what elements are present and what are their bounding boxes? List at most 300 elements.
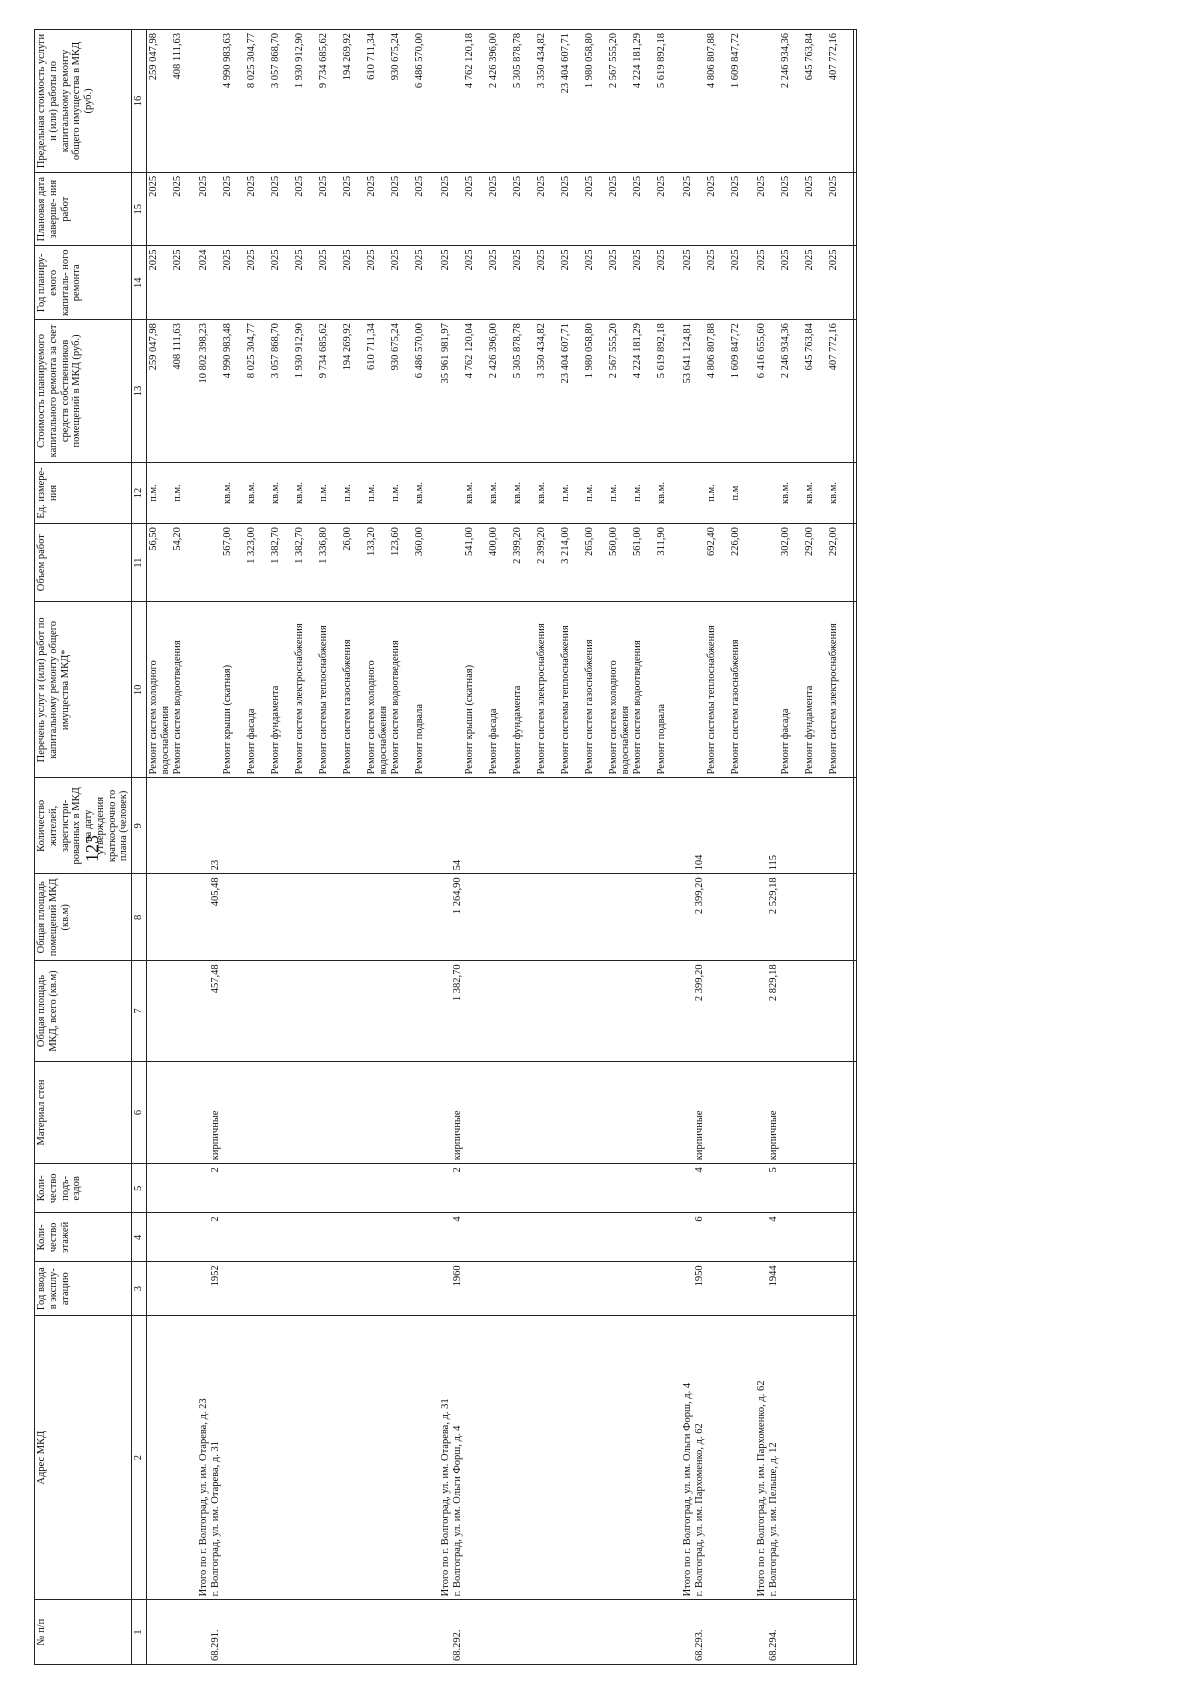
empty-cell bbox=[853, 961, 856, 1061]
address: г. Волгоград, ул. им. Отарева, д. 31 bbox=[209, 1441, 221, 1597]
work-name: Ремонт систем электроснабжения bbox=[827, 623, 839, 775]
work-name: Ремонт системы теплоснабжения bbox=[317, 625, 329, 775]
spacer bbox=[198, 33, 222, 169]
work-cost: 1 980 058,80 bbox=[583, 323, 595, 379]
cell-work-limit bbox=[755, 30, 854, 173]
cell-entrances bbox=[146, 1164, 197, 1213]
row-number: 68.294. bbox=[767, 1629, 779, 1661]
work-cost: 1 609 847,72 bbox=[729, 323, 741, 379]
spacer bbox=[682, 527, 706, 598]
cell-work-volume bbox=[755, 524, 854, 602]
work-limit: 4 224 181,29 bbox=[631, 33, 643, 89]
work-unit: п.м. bbox=[171, 484, 183, 502]
cell-entrances bbox=[197, 1164, 439, 1213]
work-name: Ремонт крыши (скатная) bbox=[221, 664, 233, 775]
work-volume: 311,90 bbox=[655, 527, 667, 556]
spacer bbox=[682, 964, 694, 1057]
cell-number bbox=[681, 1600, 755, 1665]
column-number-6: 6 bbox=[132, 1061, 147, 1164]
cell-area-total bbox=[755, 961, 854, 1061]
spacer bbox=[440, 1216, 452, 1258]
work-unit: п.м. bbox=[705, 484, 717, 502]
cell-area-rooms bbox=[681, 874, 755, 961]
total-cost: 53 641 124,81 bbox=[681, 323, 693, 384]
work-cost: 5 305 878,78 bbox=[511, 323, 523, 379]
cell-floors bbox=[197, 1213, 439, 1262]
table-row bbox=[146, 30, 197, 1665]
work-unit: кв.м. bbox=[221, 482, 233, 504]
spacer bbox=[440, 1167, 452, 1209]
work-year: 2025 bbox=[655, 249, 667, 271]
residents: 23 bbox=[209, 859, 221, 871]
cell-work-volume bbox=[681, 524, 755, 602]
spacer bbox=[440, 527, 464, 598]
row-number: 68.292. bbox=[451, 1629, 463, 1661]
work-unit: кв.м. bbox=[269, 482, 281, 504]
work-cost: 4 990 983,48 bbox=[221, 323, 233, 379]
work-end: 2025 bbox=[803, 175, 815, 197]
cell-work-year bbox=[755, 246, 854, 320]
work-end: 2025 bbox=[607, 175, 619, 197]
cell-work-end bbox=[146, 172, 197, 246]
work-cost: 23 404 607,71 bbox=[559, 323, 571, 384]
cell-number bbox=[755, 1600, 854, 1665]
total-cost: 10 802 398,23 bbox=[197, 323, 209, 384]
work-name: Ремонт фундамента bbox=[511, 685, 523, 775]
column-header-6: Материал стен bbox=[35, 1061, 132, 1164]
work-end: 2025 bbox=[583, 175, 595, 197]
spacer bbox=[440, 33, 464, 169]
work-cost: 1 930 912,90 bbox=[293, 323, 305, 379]
area-rooms: 2 529,18 bbox=[767, 877, 779, 915]
spacer bbox=[756, 1167, 768, 1209]
spacer bbox=[148, 1603, 160, 1661]
work-end: 2025 bbox=[559, 175, 571, 197]
work-cost: 2 246 934,36 bbox=[779, 323, 791, 379]
table-header-row bbox=[35, 30, 132, 1665]
work-cost: 610 711,34 bbox=[365, 323, 377, 370]
work-volume: 560,00 bbox=[607, 527, 619, 557]
work-unit: кв.м. bbox=[511, 482, 523, 504]
work-cost: 4 806 807,88 bbox=[705, 323, 717, 379]
area-total: 2 829,18 bbox=[767, 964, 779, 1002]
work-limit: 4 806 807,88 bbox=[705, 33, 717, 89]
work-year: 2025 bbox=[827, 249, 839, 271]
empty-cell bbox=[853, 602, 856, 778]
column-header-4: Коли- чество этажей bbox=[35, 1213, 132, 1262]
cell-address bbox=[681, 1315, 755, 1599]
column-header-2: Адрес МКД bbox=[35, 1315, 132, 1599]
column-header-8: Общая площадь помещений МКД (кв.м) bbox=[35, 874, 132, 961]
work-limit: 1 930 912,90 bbox=[293, 33, 305, 89]
work-unit: п.м bbox=[729, 485, 741, 501]
spacer bbox=[756, 781, 768, 870]
spacer bbox=[440, 781, 452, 870]
cell-residents bbox=[681, 778, 755, 874]
cell-work-year bbox=[439, 246, 681, 320]
cell-work-name bbox=[681, 602, 755, 778]
spacer bbox=[756, 33, 780, 169]
work-name: Ремонт системы теплоснабжения bbox=[559, 625, 571, 775]
floors: 2 bbox=[209, 1216, 221, 1222]
empty-cell bbox=[853, 320, 856, 463]
work-year: 2025 bbox=[487, 249, 499, 271]
work-limit: 2 567 555,20 bbox=[607, 33, 619, 89]
work-cost: 2 426 396,00 bbox=[487, 323, 499, 379]
column-number-16: 16 bbox=[132, 30, 147, 173]
work-name: Ремонт систем газоснабжения bbox=[341, 639, 353, 775]
cell-work-cost bbox=[755, 320, 854, 463]
work-unit: п.м. bbox=[389, 484, 401, 502]
work-unit: кв.м. bbox=[293, 482, 305, 504]
wall-material: кирпичные bbox=[451, 1110, 463, 1161]
empty-cell bbox=[853, 30, 856, 173]
table-row bbox=[681, 30, 755, 1665]
work-limit: 610 711,34 bbox=[365, 33, 377, 80]
work-name: Ремонт крыши (скатная) bbox=[463, 664, 475, 775]
work-limit: 5 305 878,78 bbox=[511, 33, 523, 89]
work-year: 2025 bbox=[583, 249, 595, 271]
cell-wall-material bbox=[146, 1061, 197, 1164]
total-label: Итого по г. Волгоград, ул. им. Пархоменко, д. 62 bbox=[755, 1380, 767, 1597]
work-cost: 4 762 120,04 bbox=[463, 323, 475, 379]
work-year: 2025 bbox=[607, 249, 619, 271]
cell-entrances bbox=[755, 1164, 854, 1213]
work-unit: кв.м. bbox=[827, 482, 839, 504]
cell-work-unit bbox=[439, 462, 681, 523]
column-number-4: 4 bbox=[132, 1213, 147, 1262]
cell-work-limit bbox=[197, 30, 439, 173]
column-header-15: Плановая дата заверше- ния работ bbox=[35, 172, 132, 246]
work-end: 2025 bbox=[269, 175, 281, 197]
spacer bbox=[682, 466, 706, 520]
work-volume: 2 399,20 bbox=[511, 527, 523, 564]
cell-work-year bbox=[681, 246, 755, 320]
column-header-11: Объем работ bbox=[35, 524, 132, 602]
work-name: Ремонт системы теплоснабжения bbox=[705, 625, 717, 775]
wall-material: кирпичные bbox=[209, 1110, 221, 1161]
spacer bbox=[198, 1603, 210, 1661]
work-name: Ремонт систем электроснабжения bbox=[535, 623, 547, 775]
work-year: 2025 bbox=[631, 249, 643, 271]
work-volume: 1 382,70 bbox=[269, 527, 281, 564]
work-limit: 194 269,92 bbox=[341, 33, 353, 81]
work-limit: 3 057 868,70 bbox=[269, 33, 281, 89]
column-header-1: № п/п bbox=[35, 1600, 132, 1665]
table-row bbox=[439, 30, 681, 1665]
work-volume: 123,60 bbox=[389, 527, 401, 557]
entrances: 4 bbox=[693, 1167, 705, 1173]
spacer bbox=[198, 605, 222, 774]
cell-work-limit bbox=[681, 30, 755, 173]
work-end: 2025 bbox=[341, 175, 353, 197]
work-unit: кв.м. bbox=[779, 482, 791, 504]
work-cost: 408 111,63 bbox=[171, 323, 183, 370]
cell-wall-material bbox=[197, 1061, 439, 1164]
spacer bbox=[682, 1167, 694, 1209]
work-name: Ремонт систем электроснабжения bbox=[293, 623, 305, 775]
work-volume: 360,00 bbox=[413, 527, 425, 557]
capital-repair-table bbox=[34, 29, 857, 1665]
work-unit: п.м. bbox=[583, 484, 595, 502]
cell-floors bbox=[439, 1213, 681, 1262]
work-name: Ремонт систем газоснабжения bbox=[583, 639, 595, 775]
empty-cell bbox=[853, 1600, 856, 1665]
column-number-1: 1 bbox=[132, 1600, 147, 1665]
total-cost: 35 961 981,97 bbox=[439, 323, 451, 384]
spacer bbox=[440, 964, 452, 1057]
cell-floors bbox=[146, 1213, 197, 1262]
spacer bbox=[198, 1167, 210, 1209]
column-header-16: Предельная стоимость услуги и (или) работы по капитальному ремонту общего имущества в МКД (руб.) bbox=[35, 30, 132, 173]
work-end: 2025 bbox=[705, 175, 717, 197]
table-column-number-row bbox=[132, 30, 147, 1665]
work-cost: 2 567 555,20 bbox=[607, 323, 619, 379]
column-number-5: 5 bbox=[132, 1164, 147, 1213]
work-volume: 292,00 bbox=[827, 527, 839, 557]
cell-year bbox=[755, 1262, 854, 1316]
residents: 115 bbox=[767, 854, 779, 871]
cell-year bbox=[439, 1262, 681, 1316]
work-volume: 692,40 bbox=[705, 527, 717, 557]
work-end: 2025 bbox=[317, 175, 329, 197]
total-end: 2025 bbox=[681, 175, 693, 197]
spacer bbox=[682, 1603, 694, 1661]
floors: 6 bbox=[693, 1216, 705, 1222]
work-limit: 4 762 120,18 bbox=[463, 33, 475, 89]
work-year: 2025 bbox=[729, 249, 741, 271]
work-end: 2025 bbox=[171, 175, 183, 197]
spacer bbox=[756, 605, 780, 774]
column-number-12: 12 bbox=[132, 462, 147, 523]
work-year: 2025 bbox=[511, 249, 523, 271]
entrances: 2 bbox=[209, 1167, 221, 1173]
work-volume: 3 214,00 bbox=[559, 527, 571, 564]
work-unit: п.м. bbox=[607, 484, 619, 502]
work-year: 2025 bbox=[559, 249, 571, 271]
work-volume: 54,20 bbox=[171, 527, 183, 551]
spacer bbox=[198, 877, 210, 957]
cell-floors bbox=[755, 1213, 854, 1262]
work-unit: п.м. bbox=[365, 484, 377, 502]
total-label: Итого по г. Волгоград, ул. им. Ольги Форш, д. 4 bbox=[681, 1382, 693, 1597]
work-volume: 561,00 bbox=[631, 527, 643, 557]
cell-work-unit bbox=[197, 462, 439, 523]
column-header-13: Стоимость планируемого капитального ремонта за счет средств собственников помещений в МКД (руб.) bbox=[35, 320, 132, 463]
wall-material: кирпичные bbox=[693, 1110, 705, 1161]
cell-work-limit bbox=[146, 30, 197, 173]
work-volume: 400,00 bbox=[487, 527, 499, 557]
work-cost: 407 772,16 bbox=[827, 323, 839, 371]
work-volume: 302,00 bbox=[779, 527, 791, 557]
cell-year bbox=[197, 1262, 439, 1316]
table-row bbox=[755, 30, 854, 1665]
work-year: 2025 bbox=[535, 249, 547, 271]
work-limit: 3 350 434,82 bbox=[535, 33, 547, 89]
area-total: 457,48 bbox=[209, 964, 221, 994]
work-limit: 6 486 570,00 bbox=[413, 33, 425, 89]
work-year: 2025 bbox=[803, 249, 815, 271]
total-label: Итого по г. Волгоград, ул. им. Отарева, д. 31 bbox=[439, 1398, 451, 1597]
spacer bbox=[682, 605, 706, 774]
cell-work-cost bbox=[439, 320, 681, 463]
empty-cell bbox=[853, 1061, 856, 1164]
work-cost: 5 619 892,18 bbox=[655, 323, 667, 379]
work-unit: кв.м. bbox=[487, 482, 499, 504]
work-year: 2025 bbox=[245, 249, 257, 271]
empty-cell bbox=[853, 524, 856, 602]
cell-work-cost bbox=[197, 320, 439, 463]
work-limit: 1 980 058,80 bbox=[583, 33, 595, 89]
year: 1944 bbox=[767, 1265, 779, 1287]
spacer bbox=[440, 1065, 452, 1161]
cell-work-year bbox=[146, 246, 197, 320]
spacer bbox=[756, 1065, 768, 1161]
cell-work-volume bbox=[146, 524, 197, 602]
work-unit: кв.м. bbox=[245, 482, 257, 504]
total-label: Итого по г. Волгоград, ул. им. Отарева, д. 23 bbox=[197, 1398, 209, 1597]
work-end: 2025 bbox=[463, 175, 475, 197]
work-limit: 8 025 304,77 bbox=[245, 33, 257, 89]
work-volume: 26,00 bbox=[341, 527, 353, 551]
cell-area-total bbox=[197, 961, 439, 1061]
cell-area-rooms bbox=[197, 874, 439, 961]
column-number-7: 7 bbox=[132, 961, 147, 1061]
work-end: 2025 bbox=[827, 175, 839, 197]
area-total: 2 399,20 bbox=[693, 964, 705, 1002]
work-unit: кв.м. bbox=[535, 482, 547, 504]
work-end: 2025 bbox=[293, 175, 305, 197]
address: г. Волгоград, ул. им. Пархоменко, д. 62 bbox=[693, 1423, 705, 1597]
cell-work-end bbox=[681, 172, 755, 246]
cell-work-volume bbox=[439, 524, 681, 602]
work-year: 2025 bbox=[413, 249, 425, 271]
spacer bbox=[440, 877, 452, 957]
work-name: Ремонт систем холодного водоснабжения bbox=[147, 660, 171, 775]
residents: 104 bbox=[693, 854, 705, 871]
spacer bbox=[682, 1065, 694, 1161]
empty-cell bbox=[853, 874, 856, 961]
work-year: 2025 bbox=[147, 249, 159, 271]
work-unit: кв.м. bbox=[655, 482, 667, 504]
work-year: 2025 bbox=[779, 249, 791, 271]
work-year: 2025 bbox=[269, 249, 281, 271]
column-header-14: Год планиру- емого капиталь- ного ремонта bbox=[35, 246, 132, 320]
work-limit: 9 734 685,62 bbox=[317, 33, 329, 89]
empty-cell bbox=[853, 246, 856, 320]
column-header-3: Год ввода в эксплу- атацию bbox=[35, 1262, 132, 1316]
work-cost: 6 486 570,00 bbox=[413, 323, 425, 379]
work-limit: 930 675,24 bbox=[389, 33, 401, 81]
work-unit: п.м. bbox=[341, 484, 353, 502]
address: г. Волгоград, ул. им. Пельше, д. 12 bbox=[767, 1442, 779, 1597]
work-year: 2025 bbox=[705, 249, 717, 271]
work-volume: 292,00 bbox=[803, 527, 815, 557]
cell-wall-material bbox=[439, 1061, 681, 1164]
work-limit: 407 772,16 bbox=[827, 33, 839, 81]
total-year: 2025 bbox=[681, 249, 693, 271]
work-year: 2025 bbox=[463, 249, 475, 271]
work-limit: 2 246 934,36 bbox=[779, 33, 791, 89]
work-end: 2025 bbox=[779, 175, 791, 197]
work-end: 2025 bbox=[655, 175, 667, 197]
cell-work-name bbox=[755, 602, 854, 778]
work-cost: 259 047,98 bbox=[147, 323, 159, 371]
empty-cell bbox=[853, 778, 856, 874]
cell-address bbox=[197, 1315, 439, 1599]
column-number-8: 8 bbox=[132, 874, 147, 961]
work-volume: 226,00 bbox=[729, 527, 741, 557]
work-name: Ремонт систем водоотведения bbox=[171, 640, 183, 775]
spacer bbox=[198, 1216, 210, 1258]
cell-floors bbox=[681, 1213, 755, 1262]
work-limit: 2 426 396,00 bbox=[487, 33, 499, 89]
work-unit: п.м. bbox=[147, 484, 159, 502]
spacer bbox=[440, 1603, 452, 1661]
floors: 4 bbox=[767, 1216, 779, 1222]
empty-cell bbox=[853, 172, 856, 246]
work-limit: 1 609 847,72 bbox=[729, 33, 741, 89]
work-year: 2025 bbox=[293, 249, 305, 271]
work-name: Ремонт систем газоснабжения bbox=[729, 639, 741, 775]
work-name: Ремонт систем холодного водоснабжения bbox=[365, 660, 389, 775]
cell-number bbox=[146, 1600, 197, 1665]
work-end: 2025 bbox=[631, 175, 643, 197]
year: 1960 bbox=[451, 1265, 463, 1287]
spacer bbox=[756, 1265, 768, 1312]
spacer bbox=[682, 33, 706, 169]
cell-work-end bbox=[755, 172, 854, 246]
year: 1950 bbox=[693, 1265, 705, 1287]
spacer bbox=[756, 964, 768, 1057]
work-volume: 133,20 bbox=[365, 527, 377, 557]
work-name: Ремонт систем холодного водоснабжения bbox=[607, 660, 631, 775]
spacer bbox=[756, 877, 768, 957]
cell-work-end bbox=[197, 172, 439, 246]
spacer bbox=[756, 466, 780, 520]
work-end: 2025 bbox=[729, 175, 741, 197]
cell-wall-material bbox=[681, 1061, 755, 1164]
column-header-10: Перечень услуг и (или) работ по капитальному ремонту общего имущества МКД* bbox=[35, 602, 132, 778]
work-name: Ремонт фасада bbox=[245, 708, 257, 775]
work-year: 2025 bbox=[341, 249, 353, 271]
cell-number bbox=[439, 1600, 681, 1665]
cell-work-volume bbox=[197, 524, 439, 602]
work-end: 2025 bbox=[245, 175, 257, 197]
area-rooms: 2 399,20 bbox=[693, 877, 705, 915]
work-name: Ремонт фундамента bbox=[269, 685, 281, 775]
area-total: 1 382,70 bbox=[451, 964, 463, 1002]
spacer bbox=[198, 466, 222, 520]
cell-work-year bbox=[197, 246, 439, 320]
work-year: 2025 bbox=[171, 249, 183, 271]
spacer bbox=[756, 1216, 768, 1258]
cell-work-limit bbox=[439, 30, 681, 173]
total-year: 2025 bbox=[755, 249, 767, 271]
work-end: 2025 bbox=[487, 175, 499, 197]
cell-work-name bbox=[197, 602, 439, 778]
work-volume: 1 323,00 bbox=[245, 527, 257, 564]
column-number-15: 15 bbox=[132, 172, 147, 246]
work-unit: п.м. bbox=[631, 484, 643, 502]
work-year: 2025 bbox=[389, 249, 401, 271]
spacer bbox=[440, 1265, 452, 1312]
spacer bbox=[198, 1065, 210, 1161]
total-year: 2024 bbox=[197, 249, 209, 271]
spacer bbox=[198, 1265, 210, 1312]
floors: 4 bbox=[451, 1216, 463, 1222]
area-rooms: 1 264,90 bbox=[451, 877, 463, 915]
